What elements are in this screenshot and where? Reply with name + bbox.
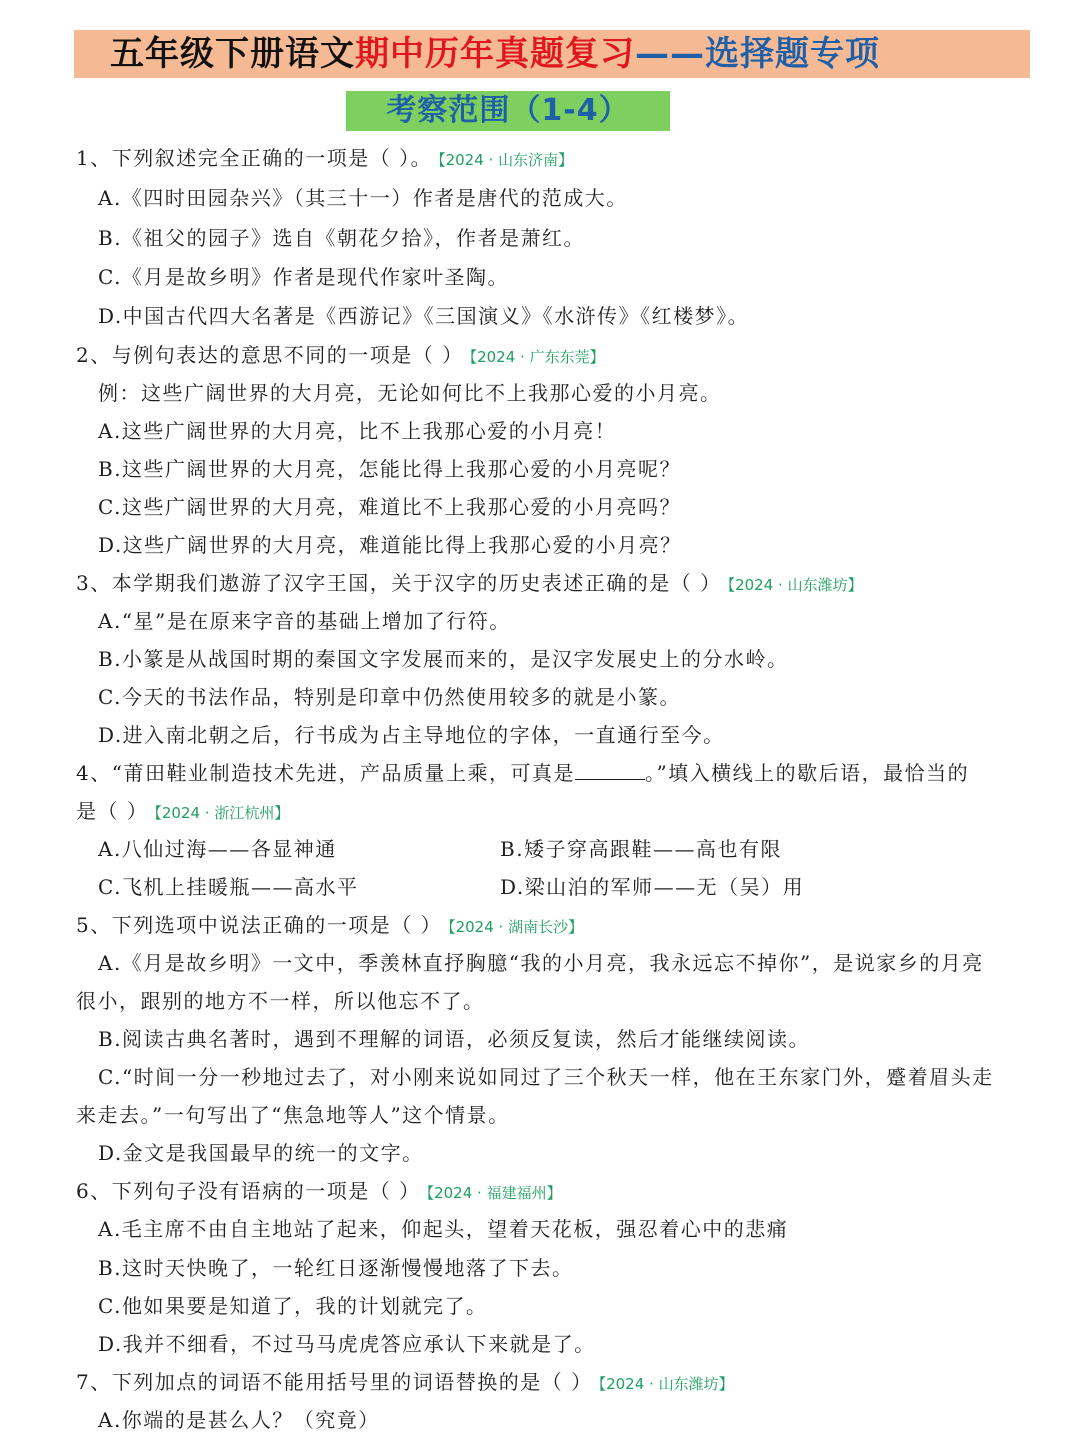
title-part-grade: 五年级下册语文 bbox=[110, 34, 355, 74]
question-2-option-a: A.这些广阔世界的大月亮，比不上我那心爱的小月亮！ bbox=[98, 419, 617, 443]
question-1-option-d: D.中国古代四大名著是《西游记》《三国演义》《水浒传》《红楼梦》。 bbox=[98, 304, 750, 328]
question-1-option-a: A.《四时田园杂兴》（其三十一）作者是唐代的范成大。 bbox=[98, 186, 628, 210]
question-3-option-a: A.“星”是在原来字音的基础上增加了行符。 bbox=[98, 609, 511, 633]
question-2-option-b: B.这些广阔世界的大月亮，怎能比得上我那心爱的小月亮呢？ bbox=[98, 457, 682, 481]
page-subtitle: 考察范围（1-4） bbox=[386, 93, 630, 128]
question-4-option-d: D.梁山泊的军师——无（吴）用 bbox=[500, 875, 805, 899]
question-6-option-d: D.我并不细看，不过马马虎虎答应承认下来就是了。 bbox=[98, 1332, 596, 1356]
title-part-topic: ——选择题专项 bbox=[635, 34, 880, 74]
question-4-source: 【2024 · 浙江杭州】 bbox=[154, 804, 290, 822]
question-3-option-d: D.进入南北朝之后，行书成为占主导地位的字体，一直通行至今。 bbox=[98, 723, 725, 747]
question-5-option-c-continued: 来走去。”一句写出了“焦急地等人”这个情景。 bbox=[76, 1103, 510, 1127]
question-4-option-a: A.八仙过海——各显神通 bbox=[98, 837, 337, 861]
question-5-option-c: C.“时间一分一秒地过去了，对小刚来说如同过了三个秋天一样，他在王东家门外，蹙着眉头走 bbox=[98, 1065, 994, 1089]
question-5-stem: 5、下列选项中说法正确的一项是（ ） 【2024 · 湖南长沙】 bbox=[76, 913, 584, 937]
question-4-option-b: B.矮子穿高跟鞋——高也有限 bbox=[500, 837, 783, 861]
question-4-stem-continued: 是（ ） 【2024 · 浙江杭州】 bbox=[76, 799, 290, 823]
question-6-option-c: C.他如果要是知道了，我的计划就完了。 bbox=[98, 1294, 488, 1318]
question-1-option-b: B.《祖父的园子》选自《朝花夕拾》，作者是萧红。 bbox=[98, 226, 586, 250]
question-6-option-b: B.这时天快晚了，一轮红日逐渐慢慢地落了下去。 bbox=[98, 1256, 574, 1280]
question-5-option-b: B.阅读古典名著时，遇到不理解的词语，必须反复读，然后才能继续阅读。 bbox=[98, 1027, 811, 1051]
question-2-option-c: C.这些广阔世界的大月亮，难道比不上我那心爱的小月亮吗？ bbox=[98, 495, 681, 519]
question-6-source: 【2024 · 福建福州】 bbox=[426, 1184, 562, 1202]
question-5-source: 【2024 · 湖南长沙】 bbox=[448, 918, 584, 936]
question-3-stem: 3、本学期我们遨游了汉字王国，关于汉字的历史表述正确的是（ ） 【2024 · 山东潍坊】 bbox=[76, 571, 863, 595]
question-3-option-c: C.今天的书法作品，特别是印章中仍然使用较多的就是小篆。 bbox=[98, 685, 681, 709]
question-5-option-d: D.金文是我国最早的统一的文字。 bbox=[98, 1141, 424, 1165]
question-3-option-b: B.小篆是从战国时期的秦国文字发展而来的，是汉字发展史上的分水岭。 bbox=[98, 647, 789, 671]
answer-blank bbox=[575, 759, 645, 780]
question-2-example: 例：这些广阔世界的大月亮，无论如何比不上我那心爱的小月亮。 bbox=[98, 381, 722, 405]
question-2-option-d: D.这些广阔世界的大月亮，难道能比得上我那心爱的小月亮？ bbox=[98, 533, 682, 557]
title-part-review: 期中历年真题复习 bbox=[355, 34, 635, 74]
question-7-stem: 7、下列加点的词语不能用括号里的词语替换的是（ ） 【2024 · 山东潍坊】 bbox=[76, 1370, 734, 1394]
question-5-option-a-continued: 很小，跟别的地方不一样，所以他忘不了。 bbox=[76, 989, 485, 1013]
question-5-option-a: A.《月是故乡明》一文中，季羡林直抒胸臆“我的小月亮，我永远忘不掉你”，是说家乡的月亮 bbox=[98, 951, 984, 975]
question-4-stem: 4、“莆田鞋业制造技术先进，产品质量上乘，可真是 。”填入横线上的歇后语，最恰当的 bbox=[76, 761, 970, 785]
question-1-stem: 1、下列叙述完全正确的一项是（ ）。 【2024 · 山东济南】 bbox=[76, 146, 574, 170]
question-2-stem: 2、与例句表达的意思不同的一项是（ ） 【2024 · 广东东莞】 bbox=[76, 343, 605, 367]
question-4-option-c: C.飞机上挂暖瓶——高水平 bbox=[98, 875, 359, 899]
question-2-source: 【2024 · 广东东莞】 bbox=[469, 348, 605, 366]
question-1-option-c: C.《月是故乡明》作者是现代作家叶圣陶。 bbox=[98, 265, 509, 289]
page-title bbox=[110, 30, 880, 78]
question-3-source: 【2024 · 山东潍坊】 bbox=[727, 576, 863, 594]
question-7-source: 【2024 · 山东潍坊】 bbox=[598, 1375, 734, 1393]
question-6-option-a: A.毛主席不由自主地站了起来，仰起头，望着天花板，强忍着心中的悲痛 bbox=[98, 1217, 789, 1241]
question-7-option-a: A.你端的是甚么人？（究竟） bbox=[98, 1408, 380, 1432]
question-6-stem: 6、下列句子没有语病的一项是（ ） 【2024 · 福建福州】 bbox=[76, 1179, 562, 1203]
question-1-source: 【2024 · 山东济南】 bbox=[438, 151, 574, 169]
